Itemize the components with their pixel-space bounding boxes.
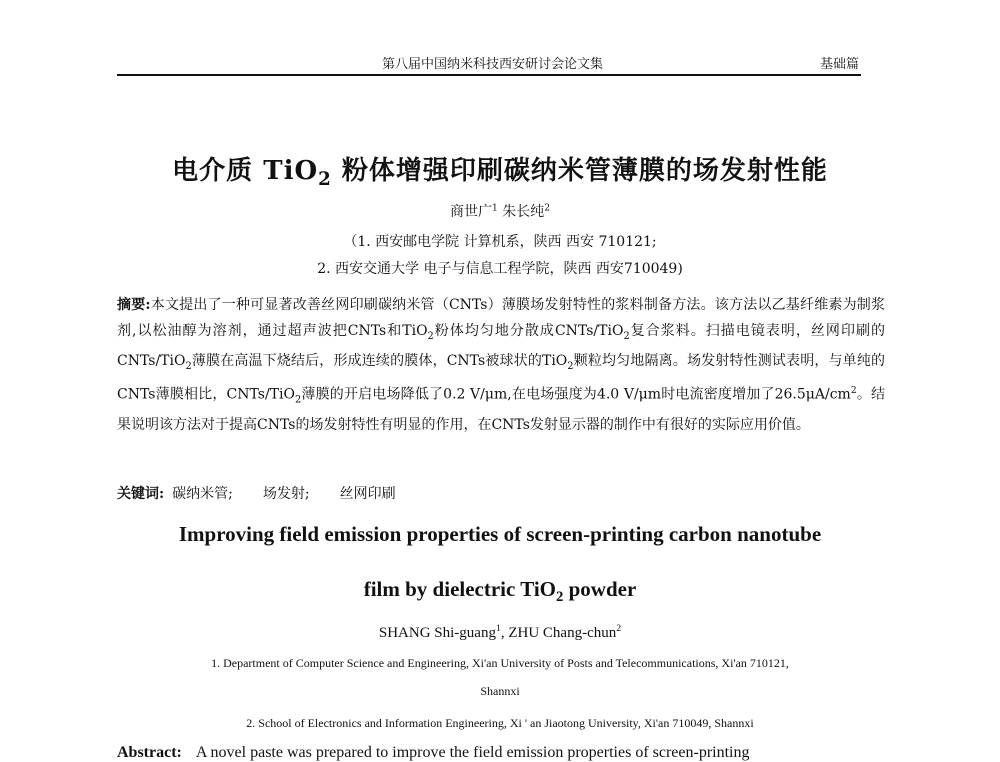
author-name: , ZHU Chang-chun <box>500 625 617 641</box>
chinese-affiliation-2: 2. 西安交通大学 电子与信息工程学院，陕西 西安710049) <box>317 261 683 277</box>
author-name: 朱长纯 <box>502 204 545 220</box>
english-affiliation-1: 1. Department of Computer Science and Engineering, Xi'an University of Posts and Telecommunications, Xi'an 710121, <box>211 656 789 670</box>
chinese-authors: 商世广$^1$ 朱长纯$^2$ <box>449 203 551 220</box>
conference-name: 第八届中国纳米科技西安研讨会论文集 <box>382 57 604 72</box>
author-name: 商世广 <box>449 204 492 220</box>
abstract-label: Abstract: <box>117 744 182 761</box>
chinese-title: 电介质 TiO$_2$ 粉体增强印刷碳纳米管薄膜的场发射性能 <box>172 156 828 191</box>
chinese-abstract: 摘要:本文提出了一种可显著改善丝网印刷碳纳米管（CNTs）薄膜场发射特性的浆料制备方法。该方法以乙基纤维素为制浆剂,以松油醇为溶剂，通过超声波把CNTs和TiO$_2$粉体均匀地分散成CNTs/TiO$_2$复合浆料。扫描电镜表明，丝网印刷的CNTs/TiO$_2$薄膜在高温下烧结后，形成连续的膜体，CNTs被球状的TiO$_2$颗粒均匀地隔离。场发射特性测试表明，与单纯的CNTs薄膜相比，CNTs/TiO$_2$薄膜的开启电场降低了0.2 V/μm,在电场强度为4.0 V/μm时电流密度增加了$26.5\mu A/cm^2$。结果说明该方法对于提高CNTs的场发射特性有明显的作用，在CNTs发射显示器的制作中有很好的实际应用价值。 <box>117 297 886 434</box>
english-title-line-2: film by dielectric TiO$_2$ powder <box>363 577 637 606</box>
header-rule <box>117 74 861 76</box>
english-authors: SHANG Shi-guang$^1$, ZHU Chang-chun$^2$ <box>378 623 622 641</box>
chinese-affiliation-1: （1. 西安邮电学院 计算机系，陕西 西安 710121; <box>343 234 657 250</box>
keywords-label: 关键词: <box>117 486 165 502</box>
keyword: 丝网印刷 <box>339 486 396 502</box>
keyword: 碳纳米管; <box>172 486 233 502</box>
keyword: 场发射; <box>262 486 310 502</box>
abstract-label: 摘要: <box>117 297 151 313</box>
section-name: 基础篇 <box>819 57 859 72</box>
english-affiliation-1-continued: Shannxi <box>480 684 520 698</box>
author-name: SHANG Shi-guang <box>378 625 496 641</box>
chinese-keywords <box>117 483 418 503</box>
english-title-line-1: Improving field emission properties of screen-printing carbon nanotube <box>178 522 822 546</box>
english-abstract: Abstract: A novel paste was prepared to improve the field emission properties of screen-printing <box>117 744 750 761</box>
english-affiliation-2: 2. School of Electronics and Information Engineering, Xi ' an Jiaotong University, Xi'an 710049, Shannxi <box>246 716 754 730</box>
